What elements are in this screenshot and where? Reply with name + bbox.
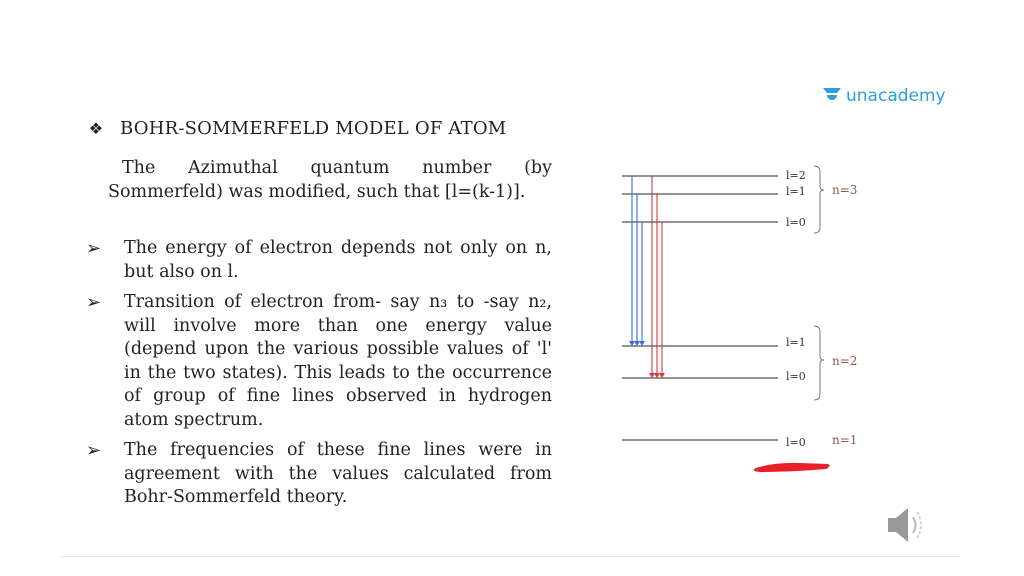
level-label: l=0 bbox=[786, 216, 806, 229]
energy-level-diagram bbox=[600, 150, 900, 480]
level-label: l=1 bbox=[786, 336, 806, 349]
intro-paragraph: The Azimuthal quantum number (by Sommerfeld) was modified, such that [l=(k-1)]. bbox=[108, 158, 552, 202]
arrow-bullet-icon: ➢ bbox=[86, 238, 102, 259]
slide-heading bbox=[86, 118, 506, 139]
group-label-n3: n=3 bbox=[832, 183, 858, 197]
brand-logo bbox=[822, 86, 946, 106]
list-item bbox=[86, 237, 552, 284]
unacademy-logo-icon bbox=[822, 87, 842, 105]
level-label: l=0 bbox=[786, 370, 806, 383]
bracket-n3 bbox=[814, 166, 824, 233]
group-label-n1: n=1 bbox=[832, 433, 858, 447]
arrow-bullet-icon: ➢ bbox=[86, 292, 102, 313]
brand-name: unacademy bbox=[846, 86, 946, 106]
blue-arrowheads bbox=[629, 341, 645, 346]
level-label: l=2 bbox=[786, 169, 806, 182]
diamond-bullet-icon: ❖ bbox=[88, 119, 104, 138]
red-transitions bbox=[652, 176, 662, 375]
slide-title: BOHR-SOMMERFELD MODEL OF ATOM bbox=[120, 118, 507, 139]
speaker-icon[interactable] bbox=[884, 503, 930, 547]
bullet-text: The energy of electron depends not only on n, but also on l. bbox=[124, 238, 552, 282]
footer-divider bbox=[60, 556, 960, 557]
bracket-n2 bbox=[814, 326, 824, 400]
bullet-text: Transition of electron from- say n₃ to -say n₂, will involve more than one energy value (depend upon the various possible values of 'l' in the two states). This leads to the occurrence of group of fine lines observed in hydrogen atom spectrum. bbox=[124, 292, 552, 430]
bullet-list bbox=[86, 237, 552, 510]
arrow-bullet-icon: ➢ bbox=[86, 440, 102, 461]
blue-transitions bbox=[632, 176, 642, 343]
group-label-n2: n=2 bbox=[832, 354, 858, 368]
list-item bbox=[86, 439, 552, 510]
list-item bbox=[86, 291, 552, 432]
level-label: l=0 bbox=[786, 436, 806, 449]
bullet-text: The frequencies of these fine lines were in agreement with the values calculated from Bohr-Sommerfeld theory. bbox=[124, 440, 552, 507]
red-arrowheads bbox=[649, 373, 665, 378]
red-highlight-mark bbox=[754, 463, 830, 472]
level-label: l=1 bbox=[786, 185, 806, 198]
